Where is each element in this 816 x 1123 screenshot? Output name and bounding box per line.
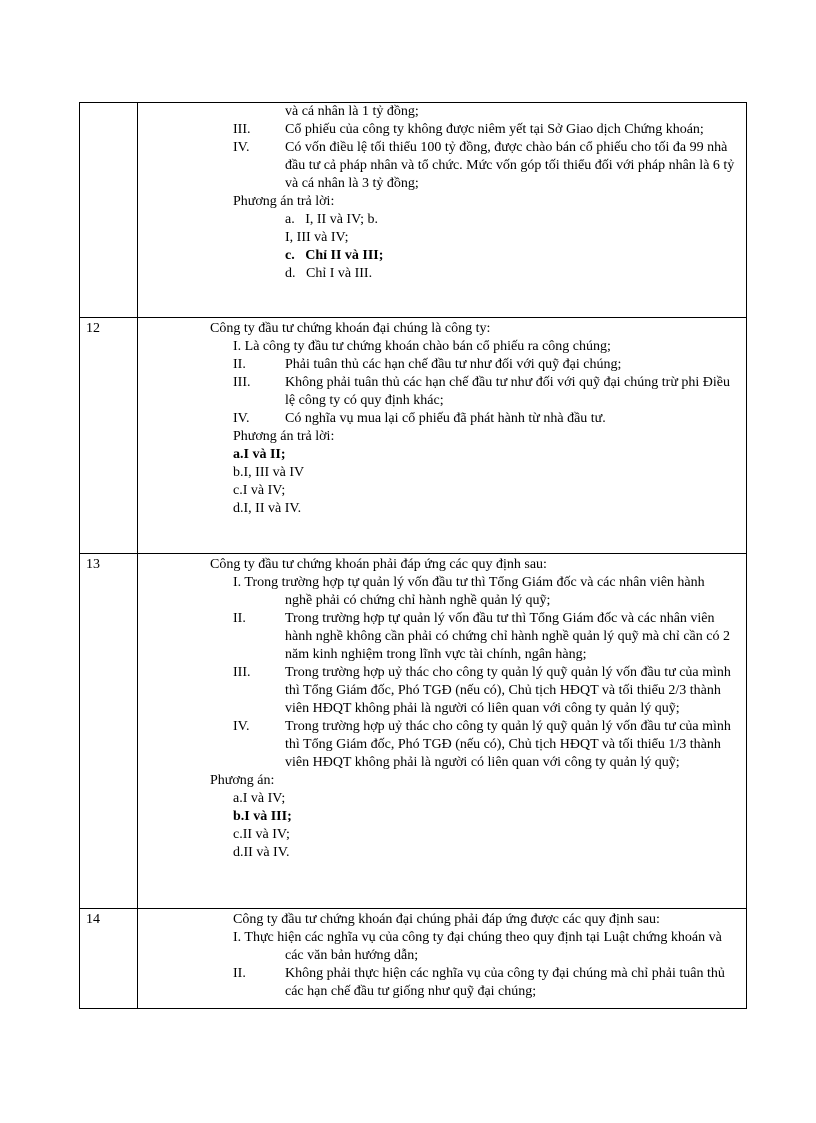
statement-text: Trong trường hợp uỷ thác cho công ty quản lý quỹ quản lý vốn đầu tư của mình: [285, 665, 731, 680]
statement-ii: [138, 610, 742, 628]
question-row: [80, 103, 746, 317]
question-text: Công ty đầu tư chứng khoán phải đáp ứng các quy định sau:: [210, 557, 547, 572]
answers-label: Phương án trả lời:: [233, 429, 335, 444]
question-content-cell: [138, 318, 746, 553]
statement-text: Có nghĩa vụ mua lại cổ phiếu đã phát hành từ nhà đầu tư.: [285, 411, 606, 426]
statement-line: và cá nhân là 3 tỷ đồng;: [285, 176, 419, 191]
statement-line: viên HĐQT không phải là người có liên quan với công ty quản lý quỹ;: [285, 701, 680, 716]
statement-line: năm kinh nghiệm trong lĩnh vực tài chính, ngân hàng;: [285, 647, 587, 662]
statement-i: I. Trong trường hợp tự quản lý vốn đầu tư thì Tổng Giám đốc và các nhân viên hành: [233, 575, 705, 590]
questions-table: [79, 102, 747, 1009]
answer-option-d: d.I, II và IV.: [233, 501, 302, 516]
answer-option-c: c.II và IV;: [233, 827, 290, 842]
answer-option-b: I, III và IV;: [285, 230, 349, 245]
statement-ii: [138, 356, 742, 374]
question-number-cell: 13: [80, 554, 138, 908]
statement-line: các văn bản hướng dẫn;: [285, 948, 419, 963]
statement-line: các hạn chế đầu tư giống như quỹ đại chúng;: [285, 984, 537, 999]
question-row: [80, 908, 746, 1008]
roman-numeral: IV.: [233, 719, 250, 734]
statement-i: I. Là công ty đầu tư chứng khoán chào bán cổ phiếu ra công chúng;: [233, 339, 611, 354]
statement-line: thì Tổng Giám đốc, Phó TGĐ (nếu có), Chủ tịch HĐQT và tối thiểu 1/3 thành: [285, 737, 721, 752]
question-number-cell: 14: [80, 909, 138, 1008]
statement-text: Cổ phiếu của công ty không được niêm yết tại Sở Giao dịch Chứng khoán;: [285, 122, 704, 137]
question-content-cell: [138, 909, 746, 1008]
statement-i: I. Thực hiện các nghĩa vụ của công ty đại chúng theo quy định tại Luật chứng khoán và: [233, 930, 722, 945]
roman-numeral: II.: [233, 357, 246, 372]
statement-text: Phải tuân thủ các hạn chế đầu tư như đối với quỹ đại chúng;: [285, 357, 622, 372]
roman-numeral: II.: [233, 966, 246, 981]
answers-label: Phương án trả lời:: [233, 194, 335, 209]
answers-label: Phương án:: [210, 773, 275, 788]
answer-option-a: a. I, II và IV; b.: [285, 212, 379, 227]
question-content-cell: [138, 103, 746, 317]
roman-numeral: III.: [233, 122, 251, 137]
question-text: Công ty đầu tư chứng khoán đại chúng phải đáp ứng được các quy định sau:: [233, 912, 660, 927]
question-number-cell: [80, 103, 138, 317]
roman-numeral: III.: [233, 665, 251, 680]
statement-iii: [138, 664, 742, 682]
answer-option-c: c. Chỉ II và III;: [285, 248, 384, 263]
statement-text: Trong trường hợp uỷ thác cho công ty quản lý quỹ quản lý vốn đầu tư của mình: [285, 719, 731, 734]
statement-iv: [138, 718, 742, 736]
answer-option-d: d.II và IV.: [233, 845, 290, 860]
answer-option-a: a.I và IV;: [233, 791, 286, 806]
statement-text: Có vốn điều lệ tối thiểu 100 tỷ đồng, được chào bán cổ phiếu cho tối đa 99 nhà: [285, 140, 728, 155]
answer-option-d: d. Chỉ I và III.: [285, 266, 373, 281]
answer-option-b: b.I và III;: [233, 809, 292, 824]
statement-iii: [138, 374, 742, 392]
question-content-cell: [138, 554, 746, 908]
statement-text: Không phải thực hiện các nghĩa vụ của công ty đại chúng mà chỉ phải tuân thủ: [285, 966, 725, 981]
statement-ii: [138, 965, 742, 983]
roman-numeral: IV.: [233, 411, 250, 426]
statement-line: hành nghề không cần phải có chứng chỉ hành nghề quản lý quỹ mà chỉ cần có 2: [285, 629, 730, 644]
statement-line: đầu tư cả pháp nhân và tổ chức. Mức vốn góp tối thiểu đối với pháp nhân là 6 tỷ: [285, 158, 735, 173]
statement-iv: [138, 139, 742, 157]
question-row: [80, 553, 746, 908]
answer-option-b: b.I, III và IV: [233, 465, 305, 480]
statement-line: và cá nhân là 1 tỷ đồng;: [285, 104, 419, 119]
statement-text: Trong trường hợp tự quản lý vốn đầu tư thì Tổng Giám đốc và các nhân viên: [285, 611, 715, 626]
answer-option-a: a.I và II;: [233, 447, 286, 462]
statement-iv: [138, 410, 742, 428]
answer-option-c: c.I và IV;: [233, 483, 286, 498]
statement-line: thì Tổng Giám đốc, Phó TGĐ (nếu có), Chủ tịch HĐQT và tối thiểu 2/3 thành: [285, 683, 721, 698]
statement-line: lệ công ty có quy định khác;: [285, 393, 444, 408]
roman-numeral: II.: [233, 611, 246, 626]
roman-numeral: IV.: [233, 140, 250, 155]
question-text: Công ty đầu tư chứng khoán đại chúng là công ty:: [210, 321, 491, 336]
question-number-cell: 12: [80, 318, 138, 553]
statement-iii: [138, 121, 742, 139]
statement-line: viên HĐQT không phải là người có liên quan với công ty quản lý quỹ;: [285, 755, 680, 770]
statement-line: nghề phải có chứng chỉ hành nghề quản lý quỹ;: [285, 593, 551, 608]
roman-numeral: III.: [233, 375, 251, 390]
statement-text: Không phải tuân thủ các hạn chế đầu tư như đối với quỹ đại chúng trừ phi Điều: [285, 375, 731, 390]
question-row: [80, 317, 746, 553]
